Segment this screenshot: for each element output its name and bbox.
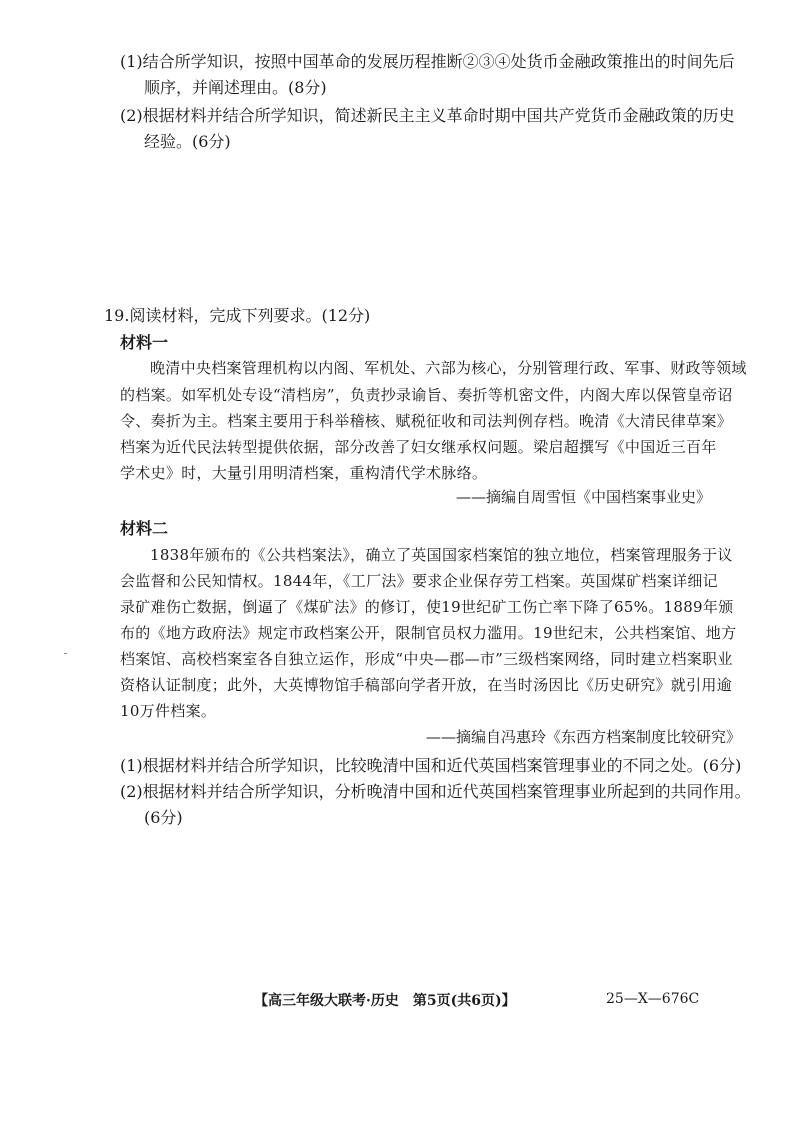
material-2-line: 会监督和公民知情权。1844年，《工厂法》要求企业保存劳工档案。英国煤矿档案详细记 bbox=[120, 572, 718, 590]
material-1-line: 晚清中央档案管理机构以内阁、军机处、六部为核心，分别管理行政、军事、财政等领域 bbox=[150, 359, 747, 377]
material-1-line: 令、奏折为主。档案主要用于科举稽核、赋税征收和司法判例存档。晚清《大清民律草案》 bbox=[120, 412, 733, 430]
material-2-title: 材料二 bbox=[120, 519, 169, 538]
scan-mark bbox=[64, 653, 67, 654]
q18-subquestion-1-line2: 顺序，并阐述理由。(8分) bbox=[144, 78, 327, 97]
exam-code: 25—X—676C bbox=[606, 991, 700, 1007]
material-1-line: 档案为近代民法转型提供依据，部分改善了妇女继承权问题。梁启超撰写《中国近三百年 bbox=[120, 438, 717, 456]
q19-subquestion-2-line2: (6分) bbox=[144, 808, 183, 827]
material-2-line: 档案馆、高校档案室各自独立运作，形成“中央—郡—市”三级档案网络，同时建立档案职业 bbox=[120, 650, 733, 668]
q19-subquestion-2-line1: (2)根据材料并结合所学知识，分析晚清中国和近代英国档案管理事业所起到的共同作用。 bbox=[120, 782, 751, 801]
material-1-title: 材料一 bbox=[120, 333, 169, 352]
q18-subquestion-2-line1: (2)根据材料并结合所学知识，简述新民主主义革命时期中国共产党货币金融政策的历史 bbox=[120, 106, 735, 125]
material-2-line: 资格认证制度；此外，大英博物馆手稿部向学者开放，在当时汤因比《历史研究》就引用逾 bbox=[120, 676, 733, 694]
q19-subquestion-1: (1)根据材料并结合所学知识，比较晚清中国和近代英国档案管理事业的不同之处。(6分) bbox=[120, 756, 742, 775]
page-footer-label: 【高三年级大联考·历史 第5页(共6页)】 bbox=[254, 993, 516, 1009]
material-2-line: 布的《地方政府法》规定市政档案公开，限制官员权力滥用。19世纪末，公共档案馆、地方 bbox=[120, 624, 737, 642]
material-2-line: 1838年颁布的《公共档案法》，确立了英国国家档案馆的独立地位，档案管理服务于议 bbox=[150, 546, 733, 564]
material-2-line: 10万件档案。 bbox=[120, 702, 217, 720]
material-1-line: 学术史》时，大量引用明清档案，重构清代学术脉络。 bbox=[120, 464, 488, 482]
material-2-line: 录矿难伤亡数据，倒逼了《煤矿法》的修订，使19世纪矿工伤亡率下降了65%。1889年颁 bbox=[120, 598, 734, 616]
q18-subquestion-2-line2: 经验。(6分) bbox=[144, 132, 231, 151]
q18-subquestion-1-line1: (1)结合所学知识，按照中国革命的发展历程推断②③④处货币金融政策推出的时间先后 bbox=[120, 52, 735, 71]
material-1-line: 的档案。如军机处专设“清档房”，负责抄录谕旨、奏折等机密文件，内阁大库以保管皇帝诏 bbox=[120, 386, 733, 404]
material-1-source: ——摘编自周雪恒《中国档案事业史》 bbox=[456, 488, 712, 506]
material-2-source: ——摘编自冯惠玲《东西方档案制度比较研究》 bbox=[426, 728, 742, 746]
q19-heading: 19.阅读材料，完成下列要求。(12分) bbox=[104, 306, 371, 325]
